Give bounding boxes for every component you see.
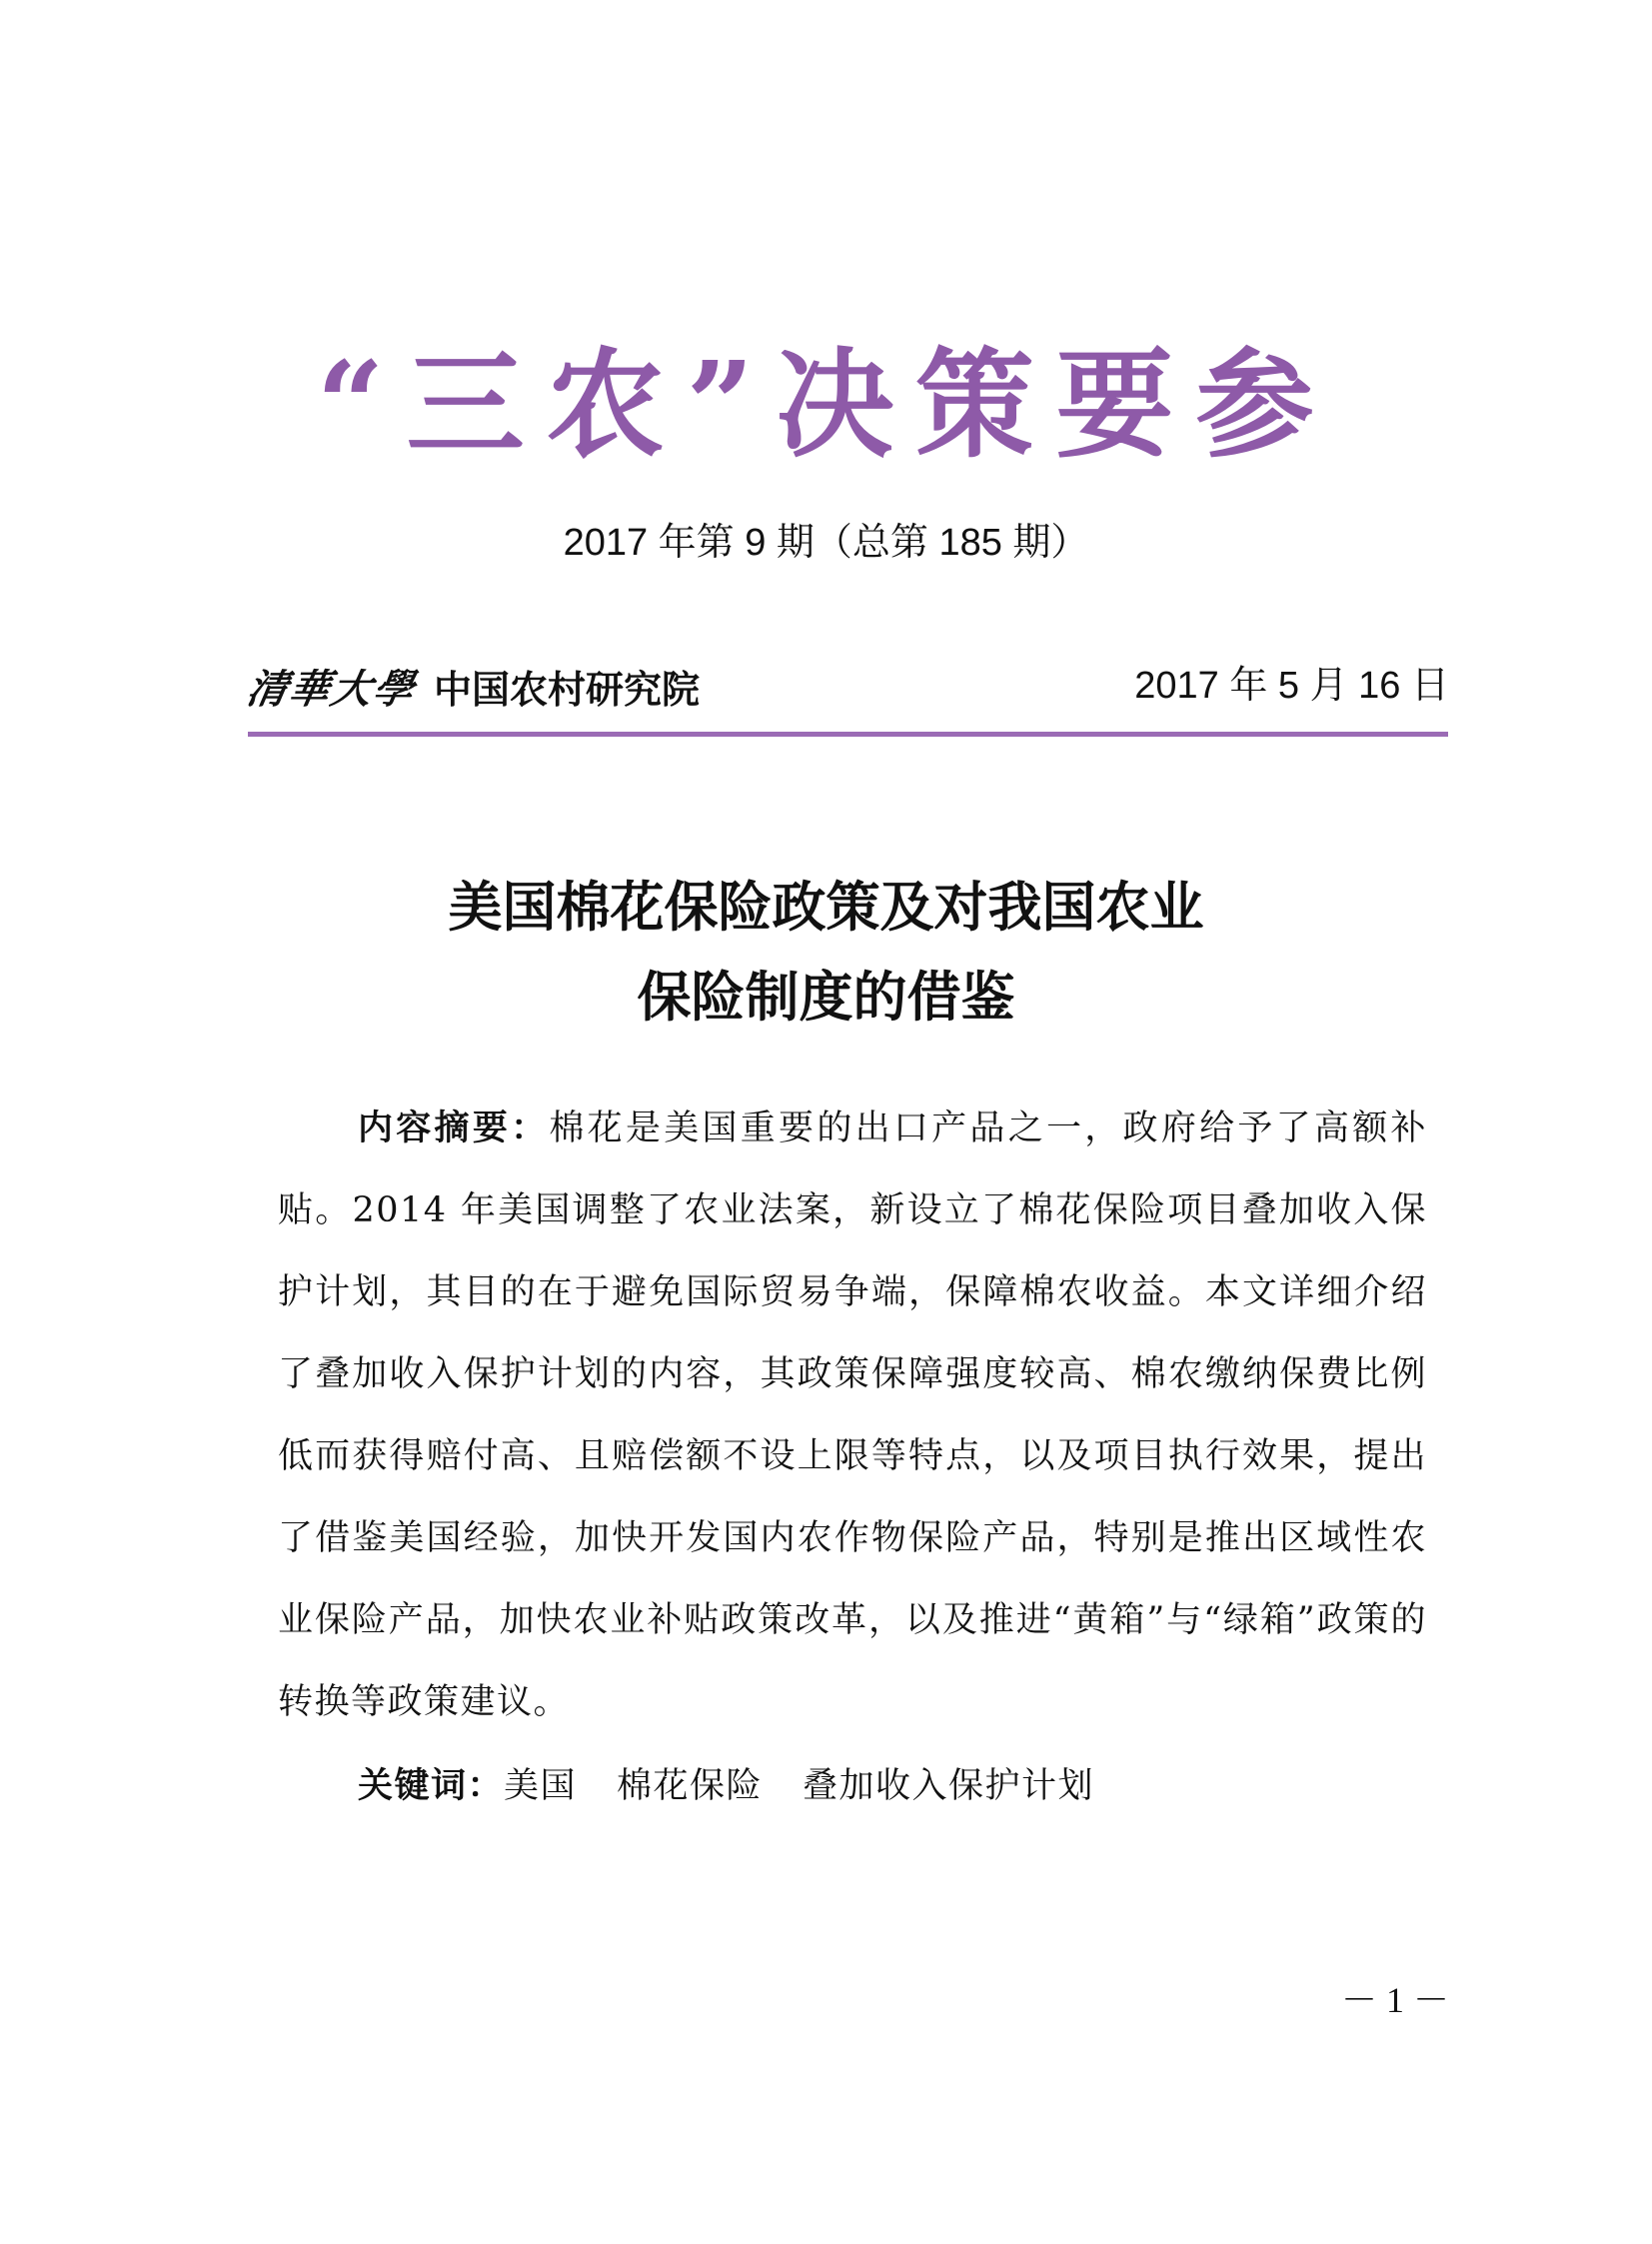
issue-number: 2017 年第 9 期（总第 185 期） — [563, 522, 1089, 564]
masthead-title: “三农”决策要参 — [316, 335, 1336, 474]
abstract — [278, 1088, 1427, 1743]
keyword-item: 美国 — [504, 1766, 578, 1806]
header-divider — [248, 732, 1448, 737]
abstract-text: 棉花是美国重要的出口产品之一，政府给予了高额补贴。2014 年美国调整了农业法案，新设立了棉花保险项目叠加收入保护计划，其目的在于避免国际贸易争端，保障棉农收益。本文详细介绍了叠加收入保护计划的内容，其政策保障强度较高、棉农缴纳保费比例低而获得赔付高、且赔偿额不设上限等特点，以及项目执行效果，提出了借鉴美国经验，加快开发国内农作物保险产品，特别是推出区域性农业保险产品，加快农业补贴政策改革，以及推进“黄箱”与“绿箱”政策的转换等政策建议。 — [278, 1109, 1427, 1722]
article-title-line-1: 美国棉花保险政策及对我国农业 — [448, 875, 1204, 939]
abstract-label: 内容摘要： — [358, 1109, 550, 1148]
keyword-item: 棉花保险 — [617, 1766, 764, 1806]
keywords — [358, 1745, 1094, 1827]
page-number: － 1 － — [1340, 1980, 1449, 2020]
article-title — [0, 862, 1652, 1042]
institute-name: 中国农村研究院 — [434, 666, 701, 712]
keywords-label: 关键词： — [358, 1766, 505, 1806]
organization — [243, 658, 701, 714]
keyword-item: 叠加收入保护计划 — [803, 1766, 1095, 1806]
university-logo: 清華大學 — [243, 665, 420, 713]
article-title-line-2: 保险制度的借鉴 — [637, 965, 1015, 1029]
publication-date: 2017 年 5 月 16 日 — [1134, 665, 1449, 707]
